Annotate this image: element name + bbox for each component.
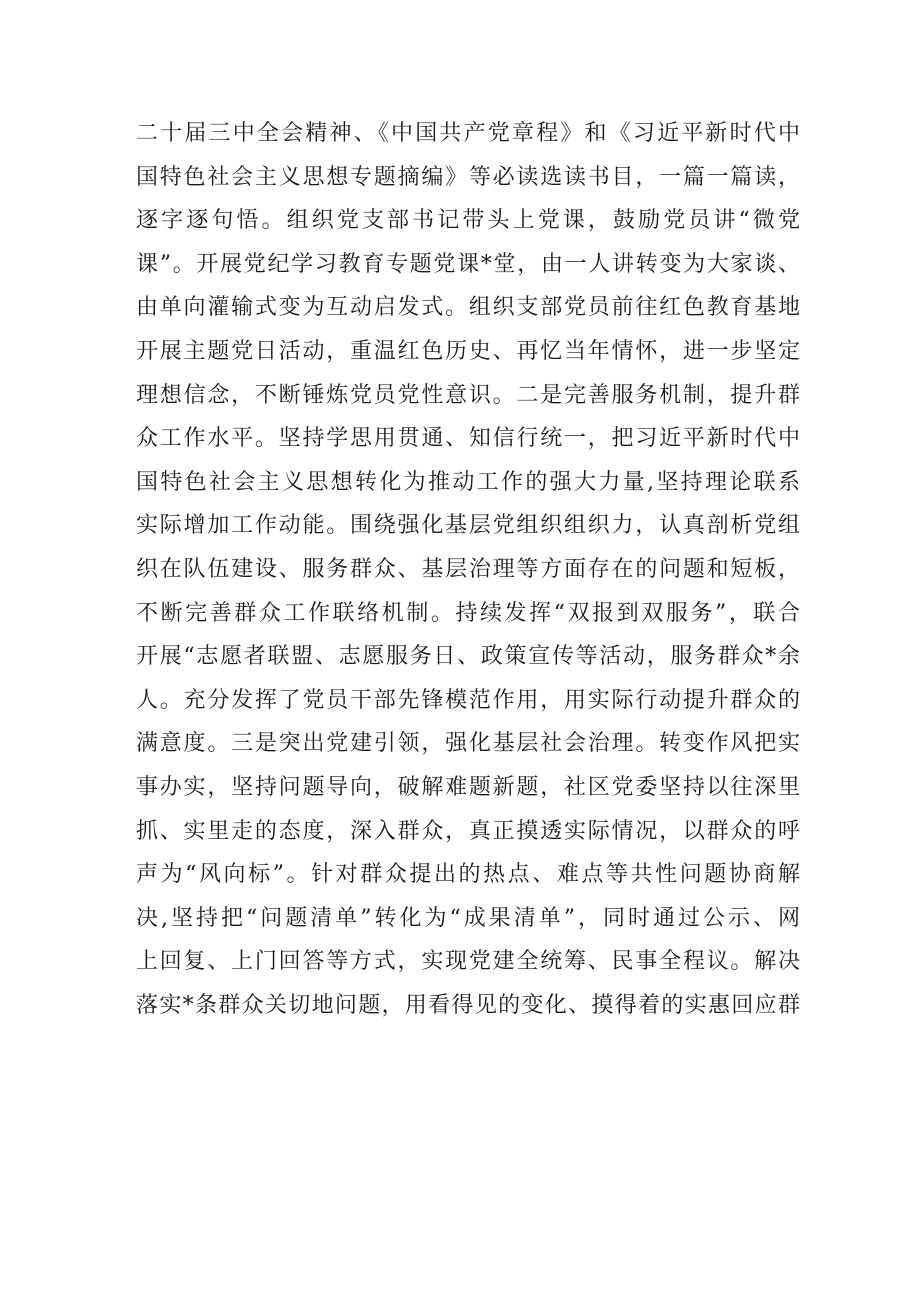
text-line: 事办实，坚持问题导向，破解难题新题，社区党委坚持以往深里 [136,774,800,800]
text-line: 由单向灌输式变为互动启发式。组织支部党员前往红色教育基地 [136,295,800,321]
text-line: 实际增加工作动能。围绕强化基层党组织组织力，认真剖析党组 [136,513,800,539]
text-line: 开展“志愿者联盟、志愿服务日、政策宣传等活动，服务群众*余 [136,644,800,670]
text-line: 众工作水平。坚持学思用贯通、知信行统一，把习近平新时代中 [136,426,800,452]
text-line: 织在队伍建设、服务群众、基层治理等方面存在的问题和短板， [136,556,800,582]
text-line: 课”。开展党纪学习教育专题党课*堂，由一人讲转变为大家谈、 [136,251,800,277]
text-line: 理想信念，不断锤炼党员党性意识。二是完善服务机制，提升群 [136,382,800,408]
body-paragraph [136,112,800,1027]
text-line: 满意度。三是突出党建引领，强化基层社会治理。转变作风把实 [136,731,800,757]
text-line: 上回复、上门回答等方式，实现党建全统筹、民事全程议。解决 [136,949,800,975]
text-line: 逐字逐句悟。组织党支部书记带头上党课，鼓励党员讲“微党 [136,208,800,234]
text-line: 人。充分发挥了党员干部先锋模范作用，用实际行动提升群众的 [136,687,800,713]
text-line: 二十届三中全会精神、《中国共产党章程》和《习近平新时代中 [136,121,800,146]
text-line: 国特色社会主义思想专题摘编》等必读选读书目，一篇一篇读， [136,164,800,190]
text-line: 声为“风向标”。针对群众提出的热点、难点等共性问题协商解 [136,862,800,888]
text-line: 落实*条群众关切地问题，用看得见的变化、摸得着的实惠回应群 [136,992,800,1018]
text-line: 不断完善群众工作联络机制。持续发挥“双报到双服务”，联合 [136,600,800,626]
text-line: 国特色社会主义思想转化为推动工作的强大力量,坚持理论联系 [136,469,800,495]
text-line: 决,坚持把“问题清单”转化为“成果清单”，同时通过公示、网 [136,905,800,931]
text-line: 开展主题党日活动，重温红色历史、再忆当年情怀，进一步坚定 [136,338,800,364]
text-line: 抓、实里走的态度，深入群众，真正摸透实际情况，以群众的呼 [136,818,800,844]
